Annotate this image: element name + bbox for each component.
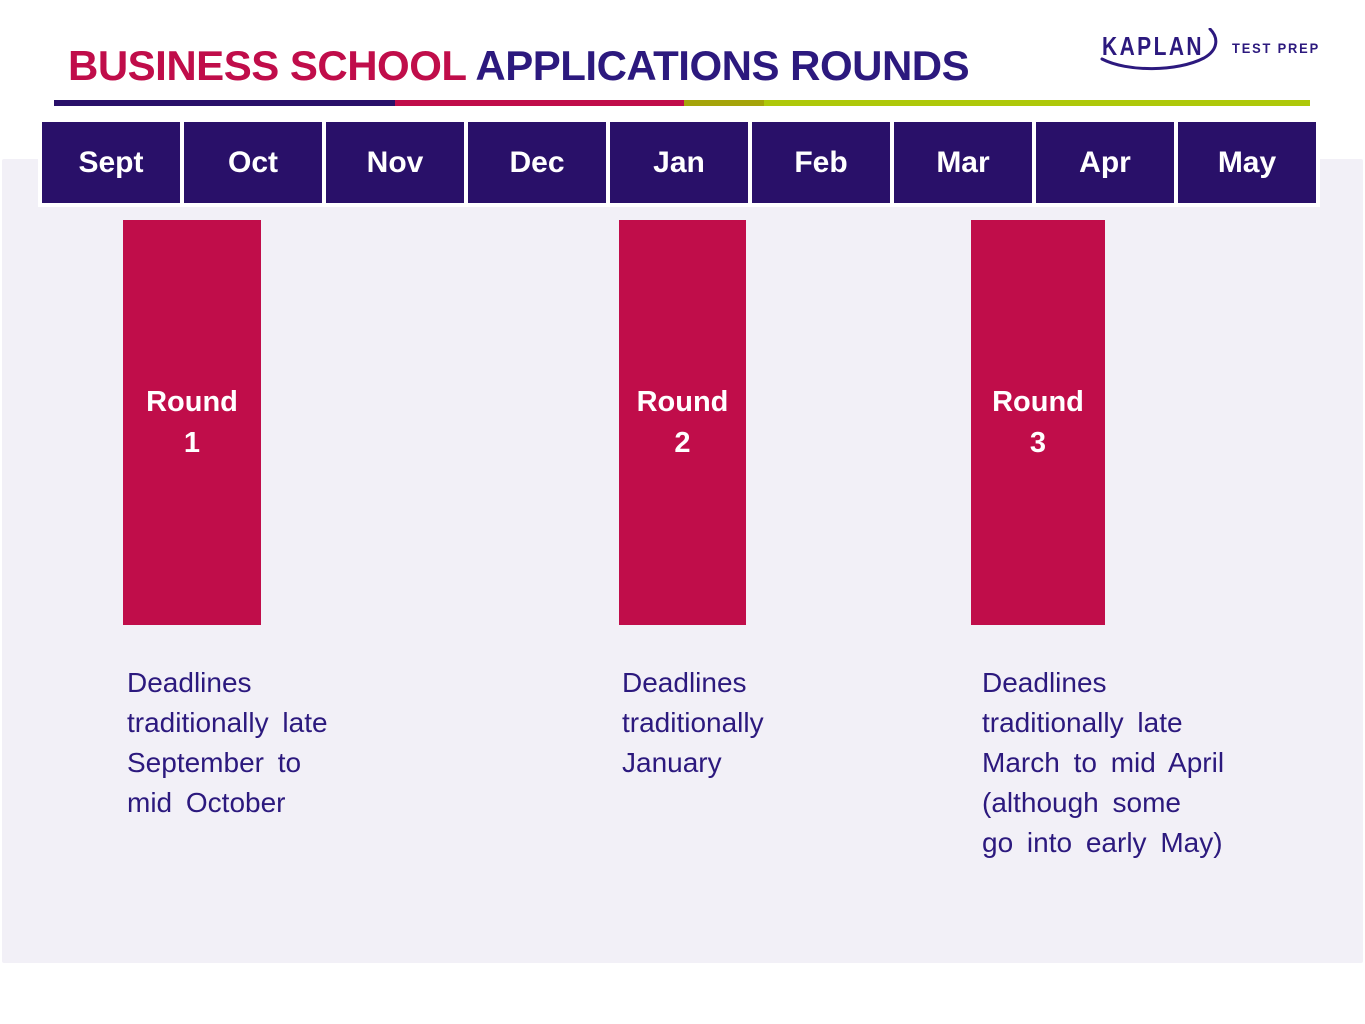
month-cell-mar: Mar xyxy=(894,122,1032,203)
divider-olive-segment xyxy=(684,100,764,106)
round-3-deadline-line: March to mid April xyxy=(982,747,1225,778)
kaplan-logo-wordmark: KAPLAN xyxy=(1102,31,1204,61)
round-3-deadline-line: traditionally late xyxy=(982,707,1183,738)
round-2-deadline-line: traditionally xyxy=(622,707,764,738)
round-2-number: 2 xyxy=(674,426,691,459)
round-1-label: Round xyxy=(146,385,238,418)
round-2-bar xyxy=(619,220,746,625)
round-3-bar xyxy=(971,220,1105,625)
kaplan-logo-tagline: TEST PREP xyxy=(1232,40,1320,56)
month-cell-oct: Oct xyxy=(184,122,322,203)
round-2-deadline-text xyxy=(622,663,764,783)
month-cell-dec: Dec xyxy=(468,122,606,203)
month-cell-feb: Feb xyxy=(752,122,890,203)
month-cell-may: May xyxy=(1178,122,1316,203)
kaplan-test-prep-logo xyxy=(1092,28,1327,80)
page-title xyxy=(68,42,969,90)
round-3-deadline-text xyxy=(982,663,1224,863)
round-3-deadline-line: Deadlines xyxy=(982,667,1107,698)
round-3-deadline-line: (although some xyxy=(982,787,1182,818)
month-cell-nov: Nov xyxy=(326,122,464,203)
round-1-deadline-line: September to xyxy=(127,747,302,778)
round-2-deadline-line: Deadlines xyxy=(622,667,747,698)
round-2-label: Round xyxy=(636,385,729,418)
divider-crimson-segment xyxy=(395,100,684,106)
round-1-bar xyxy=(123,220,261,625)
title-divider-rule xyxy=(54,100,1310,106)
round-3-label: Round xyxy=(992,385,1084,418)
month-cell-jan: Jan xyxy=(610,122,748,203)
round-3-number: 3 xyxy=(1029,426,1047,459)
round-1-deadline-text xyxy=(127,663,328,823)
round-1-deadline-line: Deadlines xyxy=(127,667,252,698)
round-1-deadline-line: mid October xyxy=(127,787,286,818)
month-cell-sept: Sept xyxy=(42,122,180,203)
month-timeline-bar xyxy=(38,118,1320,207)
kaplan-logo-graphic xyxy=(1092,28,1327,80)
page-title-secondary: APPLICATIONS ROUNDS xyxy=(465,42,970,89)
round-2-deadline-line: January xyxy=(622,747,722,778)
round-3-deadline-line: go into early May) xyxy=(982,827,1223,858)
page-title-primary: BUSINESS SCHOOL xyxy=(68,42,466,89)
divider-green-segment xyxy=(764,100,1310,106)
round-1-number: 1 xyxy=(183,426,201,459)
round-1-deadline-line: traditionally late xyxy=(127,707,328,738)
divider-navy-segment xyxy=(54,100,395,106)
month-cell-apr: Apr xyxy=(1036,122,1174,203)
